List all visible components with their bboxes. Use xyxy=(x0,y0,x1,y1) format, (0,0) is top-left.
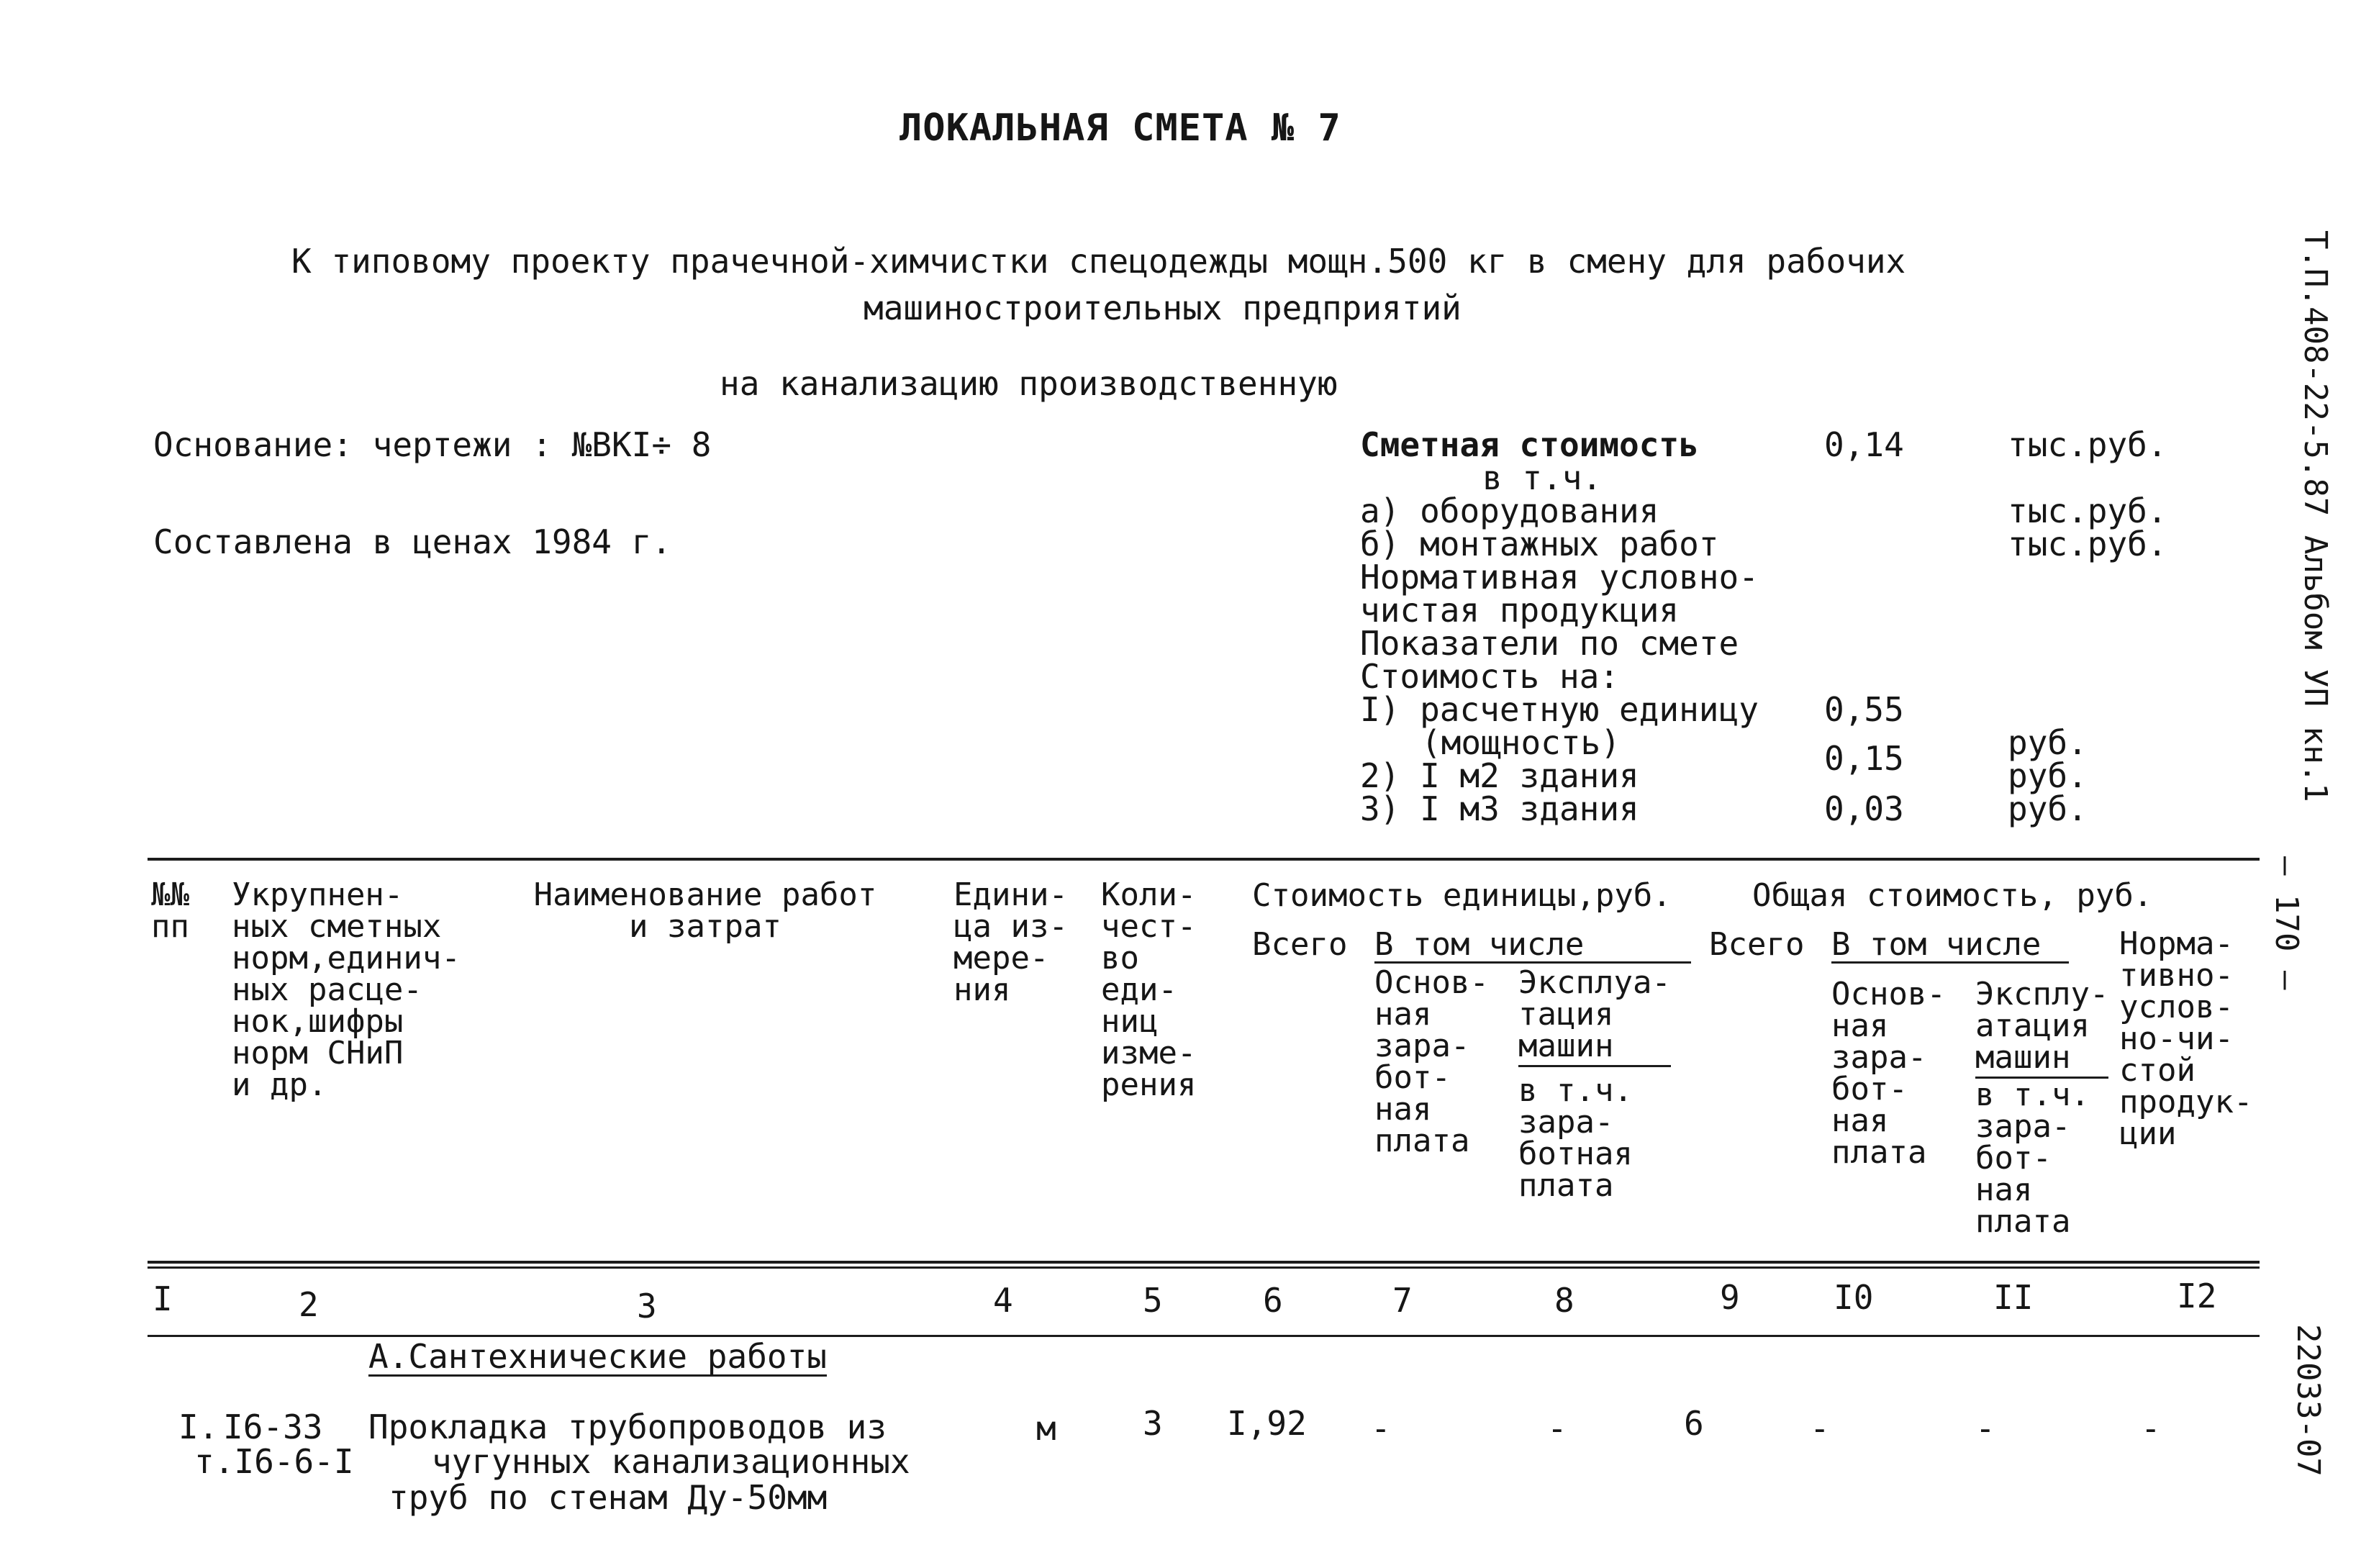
header-total-sum: Всего xyxy=(1709,926,1805,963)
indicators-label: Показатели по смете xyxy=(1360,624,1739,663)
col-number: 4 xyxy=(993,1281,1013,1320)
header-total-incl: В том числе xyxy=(1831,928,2069,964)
row-code-line-1: I6-33 xyxy=(223,1408,323,1446)
cost-per-label: Стоимость на: xyxy=(1360,657,1620,696)
install-unit: тыс.руб. xyxy=(2008,525,2167,563)
col-number: 7 xyxy=(1392,1281,1413,1320)
subtitle-line-1: К типовому проекту прачечной-химчистки спецодежды мощн.500 кг в смену для рабочих xyxy=(291,242,1906,281)
header-total-wage: Основ- ная зара- бот- ная плата xyxy=(1831,976,1946,1171)
header-work-name: Наименование работ и затрат xyxy=(533,876,877,945)
equipment-unit: тыс.руб. xyxy=(2008,491,2167,530)
row-unit-total: I,92 xyxy=(1227,1404,1307,1443)
per-m3-value: 0,03 xyxy=(1824,789,1904,828)
equipment-label: а) оборудования xyxy=(1360,491,1659,530)
row-number: I. xyxy=(178,1408,219,1446)
row-name-line-1: Прокладка трубопроводов из xyxy=(368,1408,887,1446)
per-unit-label: I) расчетную единицу xyxy=(1360,690,1759,729)
per-m3-label: 3) I м3 здания xyxy=(1360,789,1639,828)
row-total-machines: - xyxy=(1975,1409,1995,1448)
header-bottom-rule-2 xyxy=(148,1266,2260,1269)
col-number: 3 xyxy=(637,1287,657,1325)
per-unit-label-2: (мощность) xyxy=(1421,723,1621,762)
per-unit-value: 0,55 xyxy=(1824,690,1904,729)
header-total-machine-wage: в т.ч. зара- бот- ная плата xyxy=(1975,1077,2090,1240)
subtitle-line-2: машиностроительных предприятий xyxy=(864,289,1462,327)
cost-label: Сметная стоимость xyxy=(1360,425,1699,464)
per-m2-unit: руб. xyxy=(2008,756,2088,795)
row-code-line-2: т.I6-6-I xyxy=(194,1442,354,1481)
row-unit: м xyxy=(1036,1409,1056,1448)
per-m2-label: 2) I м2 здания xyxy=(1360,756,1639,795)
prices-line: Составлена в ценах 1984 г. xyxy=(153,522,672,561)
header-bottom-rule xyxy=(148,1261,2260,1264)
page-title: ЛОКАЛЬНАЯ СМЕТА № 7 xyxy=(900,107,1341,150)
row-unit-wage: - xyxy=(1371,1409,1391,1448)
per-m2-value: 0,15 xyxy=(1824,739,1904,778)
page-number-note: — 170 — xyxy=(2268,856,2305,990)
row-total-wage: - xyxy=(1810,1409,1830,1448)
header-norm-product: Норма- тивно- услов- но-чи- стой продук- ции xyxy=(2119,925,2253,1152)
header-unit-machines: Эксплуа- тация машин xyxy=(1518,967,1671,1067)
row-name-line-2: чугунных канализационных xyxy=(432,1442,910,1481)
row-name-line-3: труб по стенам Ду-50мм xyxy=(389,1478,828,1517)
album-margin-note: Т.П.408-22-5.87 Альбом УП кн.1 xyxy=(2297,230,2334,802)
header-unit: Едини- ца из- мере- ния xyxy=(953,876,1068,1008)
header-norm-code: Укрупнен- ных сметных норм,единич- ных расце- нок,шифры норм СНиП и др. xyxy=(232,876,461,1103)
cost-value: 0,14 xyxy=(1824,425,1904,464)
drawing-code-note: 22033-07 xyxy=(2290,1324,2326,1477)
col-number: 6 xyxy=(1263,1281,1283,1320)
row-quantity: 3 xyxy=(1143,1404,1163,1443)
per-m3-unit: руб. xyxy=(2008,789,2088,828)
cost-unit: тыс.руб. xyxy=(2008,425,2167,464)
header-total-cost: Общая стоимость, руб. xyxy=(1752,877,2153,914)
header-unit-incl: В том числе xyxy=(1374,928,1691,964)
header-unit-wage: Основ- ная зара- бот- ная плата xyxy=(1374,964,1489,1159)
incl-label: в т.ч. xyxy=(1482,458,1603,497)
section-title: А.Сантехнические работы xyxy=(368,1337,827,1376)
norm-label-2: чистая продукция xyxy=(1360,591,1680,630)
install-label: б) монтажных работ xyxy=(1360,525,1719,563)
row-norm-product: - xyxy=(2141,1409,2161,1448)
table-top-rule xyxy=(148,858,2260,861)
header-unit-cost: Стоимость единицы,руб. xyxy=(1252,877,1672,914)
header-row-number: №№ пп xyxy=(151,876,189,945)
per-unit-unit: руб. xyxy=(2008,723,2088,762)
col-number: I2 xyxy=(2177,1277,2217,1315)
header-total-machines: Эксплу- атация машин xyxy=(1975,979,2108,1079)
col-number: II xyxy=(1993,1278,2034,1317)
subtitle-line-3: на канализацию производственную xyxy=(720,364,1338,403)
col-number: 8 xyxy=(1554,1281,1574,1320)
col-number: I xyxy=(153,1279,173,1318)
col-number: 9 xyxy=(1720,1278,1740,1317)
basis-line: Основание: чертежи : №ВКI÷ 8 xyxy=(153,425,712,464)
header-quantity: Коли- чест- во еди- ниц изме- рения xyxy=(1101,876,1197,1103)
header-unit-total: Всего xyxy=(1252,926,1348,963)
header-unit-machine-wage: в т.ч. зара- ботная плата xyxy=(1518,1072,1633,1204)
norm-label-1: Нормативная условно- xyxy=(1360,558,1759,597)
col-number: 5 xyxy=(1143,1281,1163,1320)
col-number: I0 xyxy=(1834,1278,1874,1317)
col-number: 2 xyxy=(299,1285,319,1324)
row-total: 6 xyxy=(1684,1404,1704,1443)
row-unit-machines: - xyxy=(1547,1409,1567,1448)
